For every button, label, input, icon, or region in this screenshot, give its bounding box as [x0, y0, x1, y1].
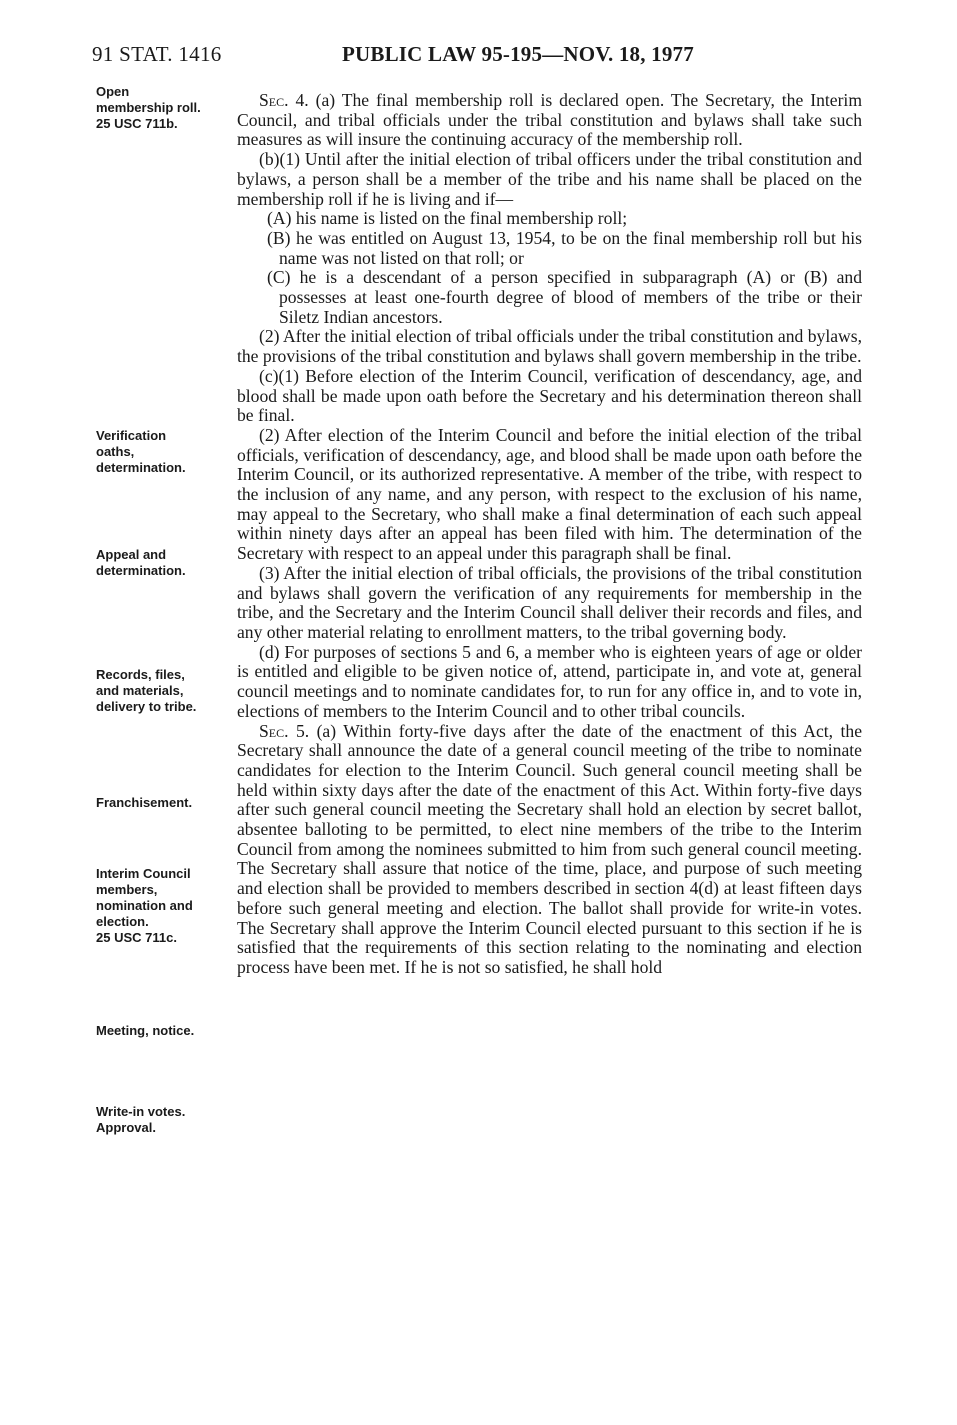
- margin-note: [96, 84, 226, 132]
- paragraph: [237, 91, 862, 150]
- margin-note-line: 25 USC 711c.: [96, 930, 177, 945]
- margin-note-line: determination.: [96, 460, 186, 475]
- statute-body: [237, 91, 862, 978]
- margin-note-line: Meeting, notice.: [96, 1023, 195, 1038]
- paragraph: [237, 150, 862, 209]
- paragraph-text: (c)(1) Before election of the Interim Council, verification of descendancy, age, and blood shall be made upon oath before the Secretary and his determination thereon shall be final.: [237, 365, 862, 426]
- margin-note-line: delivery to tribe.: [96, 699, 197, 714]
- paragraph-text: (2) After election of the Interim Council and before the initial election of the tribal officials, verification of descendancy, age, and blood shall be made upon oath before the Interim Council, or its authorized representative. A member of the tribe, with respect to the inclusion of any name, and any person, with respect to the exclusion of his name, may appeal to the Secretary, who shall make a final determination of each such appeal within ninety days after an appeal has been filed with him. The determination of the Secretary with respect to an appeal under this paragraph shall be final.: [237, 424, 862, 564]
- margin-note-line: nomination and: [96, 898, 193, 913]
- section-label: Sec.: [259, 720, 289, 741]
- page-header: [92, 42, 872, 72]
- paragraph: [237, 367, 862, 426]
- paragraph: [237, 643, 862, 722]
- margin-note-line: Write-in votes.: [96, 1104, 186, 1119]
- paragraph: [237, 564, 862, 643]
- subparagraph: [237, 268, 862, 327]
- margin-note-line: 25 USC 711b.: [96, 116, 178, 131]
- margin-note-line: Interim Council: [96, 866, 191, 881]
- margin-note-line: Records, files,: [96, 667, 185, 682]
- law-title: PUBLIC LAW 95-195—NOV. 18, 1977: [342, 42, 694, 66]
- paragraph-text: (3) After the initial election of tribal officials, the provisions of the tribal constitution and bylaws shall govern the verification of any requirements for membership in the tribe, and the Secretary and the Interim Council shall deliver their records and files, and any other material relating to enrollment matters, to the tribal governing body.: [237, 562, 862, 642]
- margin-note-line: Open: [96, 84, 130, 99]
- paragraph-text: (b)(1) Until after the initial election of tribal officers under the tribal constitution and bylaws, a person shall be a member of the tribe and his name shall be placed on the membership roll if he is living and if—: [237, 149, 862, 209]
- paragraph-text: (d) For purposes of sections 5 and 6, a member who is eighteen years of age or older is entitled and eligible to be given notice of, attend, participate in, and vote at, general council meetings and to nominate candidates for, to run for any office in, and to vote in, elections of members to the Interim Council and to other tribal councils.: [237, 641, 862, 721]
- margin-note: [96, 428, 226, 476]
- margin-note-line: oaths,: [96, 444, 135, 459]
- paragraph-text: (C) he is a descendant of a person specified in subparagraph (A) or (B) and possesses at least one-fourth degree of blood of members of the tribe or their Siletz Indian ancestors.: [267, 267, 862, 327]
- paragraph-text: 4. (a) The final membership roll is declared open. The Secretary, the Interim Council, and tribal officials under the tribal constitution and bylaws shall take such measures as will insure the continuing accuracy of the membership roll.: [237, 90, 862, 150]
- margin-note-line: determination.: [96, 563, 186, 578]
- margin-note: [96, 1023, 226, 1039]
- margin-note: [96, 667, 226, 715]
- paragraph-text: (2) After the initial election of tribal officials under the tribal constitution and bylaws, the provisions of the tribal constitution and bylaws shall govern membership in the tribe.: [237, 326, 862, 367]
- margin-note: [96, 795, 226, 811]
- margin-note: [96, 866, 226, 946]
- paragraph-text: (A) his name is listed on the final membership roll;: [267, 208, 628, 229]
- paragraph: [237, 327, 862, 366]
- margin-note: [96, 547, 226, 579]
- margin-note-line: membership roll.: [96, 100, 201, 115]
- margin-note-line: election.: [96, 914, 149, 929]
- paragraph: [237, 426, 862, 564]
- page-reference: 91 STAT. 1416: [92, 42, 222, 66]
- margin-note: [96, 1104, 226, 1136]
- subparagraph: [237, 229, 862, 268]
- paragraph-text: 5. (a) Within forty-five days after the date of the enactment of this Act, the Secretary shall announce the date of a general council meeting of the tribe to nominate candidates for election to the Interim Council. Such general council meeting shall be held within sixty days after the date of the enactment of this Act. Within forty-five days after such general council meeting the Secretary shall hold an election by secret ballot, absentee balloting to be permitted, to elect nine members of the tribe to the Interim Council from among the nominees submitted to him from such general council meeting. The Secretary shall assure that notice of the time, place, and purpose of such meeting and election shall be provided to members described in section 4(d) at least fifteen days before such general meeting and election. The ballot shall provide for write-in votes. The Secretary shall approve the Interim Council elected pursuant to this section if he is satisfied that the requirements of this section relating to the nominating and election process have been met. If he is not so satisfied, he shall hold: [237, 720, 862, 977]
- margin-note-line: Appeal and: [96, 547, 167, 562]
- margin-note-line: Franchisement.: [96, 795, 193, 810]
- margin-note-line: and materials,: [96, 683, 184, 698]
- subparagraph: [237, 209, 862, 229]
- margin-note-line: Approval.: [96, 1120, 156, 1135]
- paragraph-text: (B) he was entitled on August 13, 1954, to be on the final membership roll but his name was not listed on that roll; or: [267, 227, 862, 268]
- section-label: Sec.: [259, 90, 289, 110]
- margin-note-line: Verification: [96, 428, 167, 443]
- margin-note-line: members,: [96, 882, 158, 897]
- paragraph: [237, 722, 862, 978]
